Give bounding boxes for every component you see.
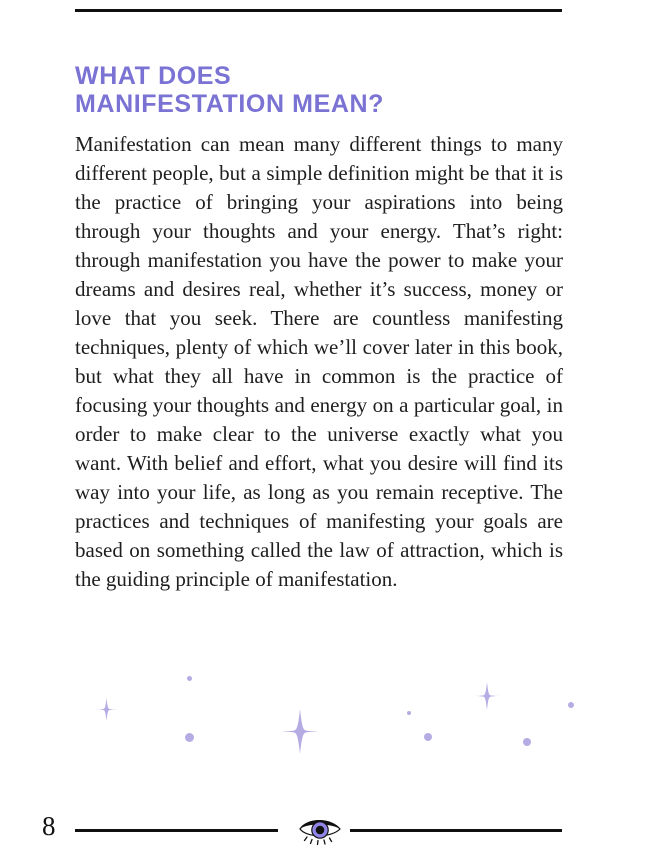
- body-paragraph: Manifestation can mean many different things to many different people, but a simple definition might be that it is the practice of bringing your aspirations into being through your thoughts and your energy. That’s right: through manifestation you have the power to make your dreams and desires real, whether it’s success, money or love that you seek. There are countless manifesting techniques, plenty of which we’ll cover later in this book, but what they all have in common is the practice of focusing your thoughts and energy on a particular goal, in order to make clear to the universe exactly what you want. With belief and effort, what you desire will find its way into your life, as long as you remain receptive. The practices and techniques of manifesting your goals are based on something called the law of attraction, which is the guiding principle of manifestation.: [75, 132, 563, 591]
- eye-icon: [298, 812, 342, 846]
- top-rule: [75, 9, 562, 12]
- page-number: 8: [42, 811, 56, 841]
- sparkle-dot-icon: [424, 733, 432, 741]
- sparkle-dot-icon: [523, 738, 531, 746]
- page-title: [75, 62, 575, 118]
- sparkle-dot-icon: [187, 676, 192, 681]
- sparkle-star-icon: [95, 698, 118, 721]
- sparkle-dot-icon: [568, 702, 574, 708]
- sparkle-dot-icon: [185, 733, 194, 742]
- page-title-line2: MANIFESTATION MEAN?: [75, 90, 385, 118]
- sparkle-dot-icon: [407, 711, 411, 715]
- sparkle-star-icon: [277, 709, 323, 754]
- sparkle-star-icon: [472, 682, 502, 710]
- page-title-line1: WHAT DOES: [75, 62, 232, 90]
- footer-rule-right: [350, 829, 562, 832]
- footer-rule-left: [75, 829, 278, 832]
